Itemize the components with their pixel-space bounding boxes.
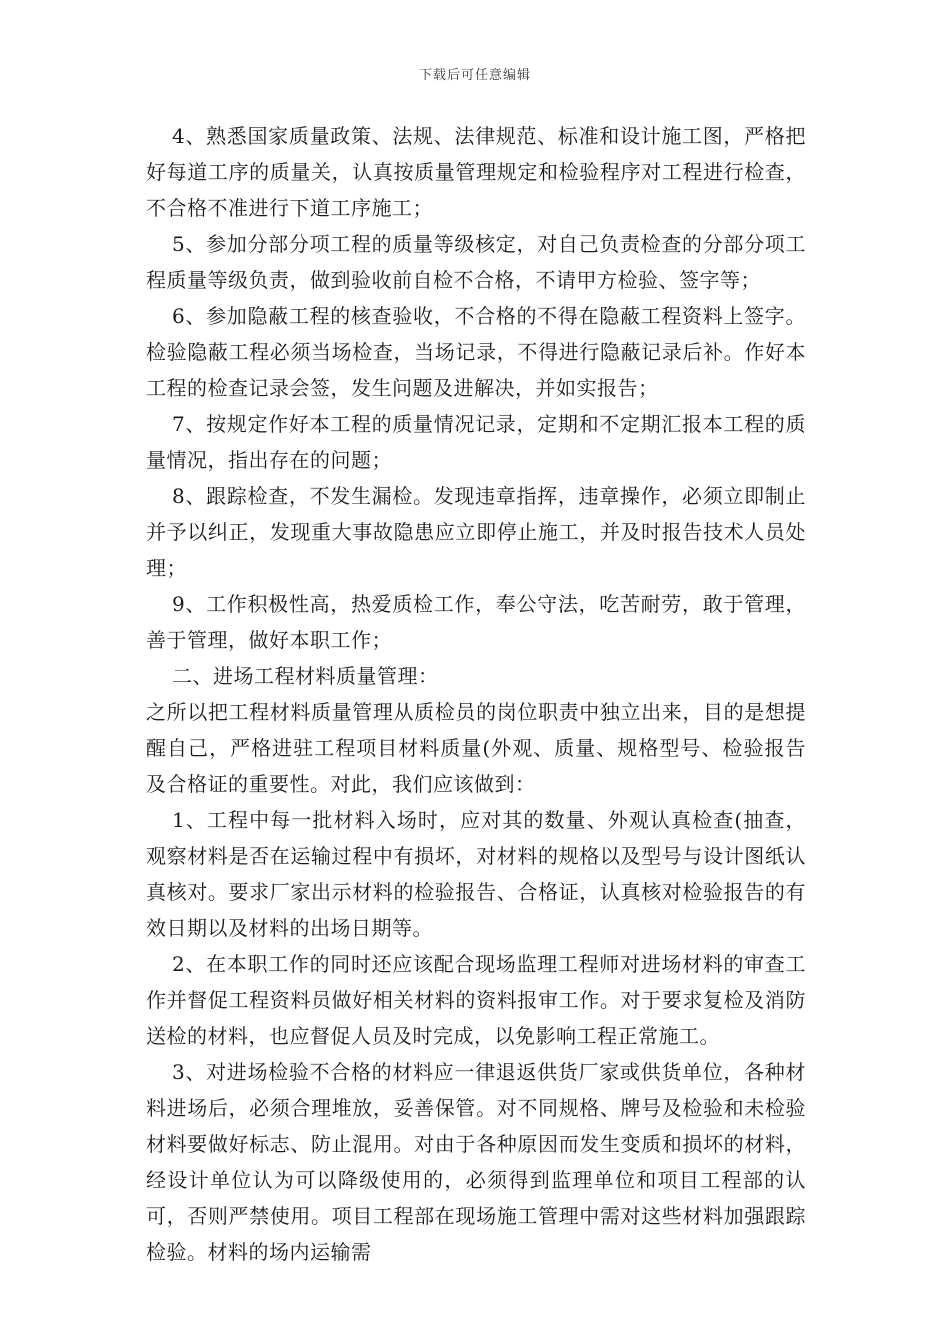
- paragraph-item-6: 6、参加隐蔽工程的核查验收，不合格的不得在隐蔽工程资料上签字。检验隐蔽工程必须当场检查，当场记录，不得进行隐蔽记录后补。作好本工程的检查记录会签，发生问题及进解决，并如实报告；: [146, 304, 806, 400]
- material-item-1: 1、工程中每一批材料入场时，应对其的数量、外观认真检查(抽查，观察材料是否在运输过程中有损坏，对材料的规格以及型号与设计图纸认真核对。要求厂家出示材料的检验报告、合格证，认真核对检验报告的有效日期以及材料的出场日期等。: [146, 808, 806, 940]
- section-heading: 二、进场工程材料质量管理：: [172, 664, 439, 688]
- paragraph-item-8: 8、跟踪检查，不发生漏检。发现违章指挥，违章操作，必须立即制止并予以纠正，发现重大事故隐患应立即停止施工，并及时报告技术人员处理；: [146, 484, 806, 580]
- section-intro: 之所以把工程材料质量管理从质检员的岗位职责中独立出来，目的是想提醒自己，严格进驻工程项目材料质量(外观、质量、规格型号、检验报告及合格证的重要性。对此，我们应该做到：: [146, 700, 806, 796]
- paragraph-item-7: 7、按规定作好本工程的质量情况记录，定期和不定期汇报本工程的质量情况，指出存在的问题；: [146, 412, 806, 472]
- material-item-3: 3、对进场检验不合格的材料应一律退返供货厂家或供货单位，各种材料进场后，必须合理堆放，妥善保管。对不同规格、牌号及检验和未检验材料要做好标志、防止混用。对由于各种原因而发生变质和损坏的材料，经设计单位认为可以降级使用的，必须得到监理单位和项目工程部的认可，否则严禁使用。项目工程部在现场施工管理中需对这些材料加强跟踪检验。材料的场内运输需: [146, 1060, 806, 1264]
- paragraph-item-9: 9、工作积极性高，热爱质检工作，奉公守法，吃苦耐劳，敢于管理，善于管理，做好本职工作；: [146, 592, 806, 652]
- paragraph-item-5: 5、参加分部分项工程的质量等级核定，对自己负责检查的分部分项工程质量等级负责，做到验收前自检不合格，不请甲方检验、签字等；: [146, 232, 806, 292]
- document-body: [146, 118, 806, 1270]
- page-header: 下载后可任意编辑: [418, 68, 531, 83]
- paragraph-item-4: 4、熟悉国家质量政策、法规、法律规范、标准和设计施工图，严格把好每道工序的质量关，认真按质量管理规定和检验程序对工程进行检查，不合格不准进行下道工序施工；: [146, 124, 806, 220]
- material-item-2: 2、在本职工作的同时还应该配合现场监理工程师对进场材料的审查工作并督促工程资料员做好相关材料的资料报审工作。对于要求复检及消防送检的材料，也应督促人员及时完成，以免影响工程正常施工。: [146, 952, 806, 1048]
